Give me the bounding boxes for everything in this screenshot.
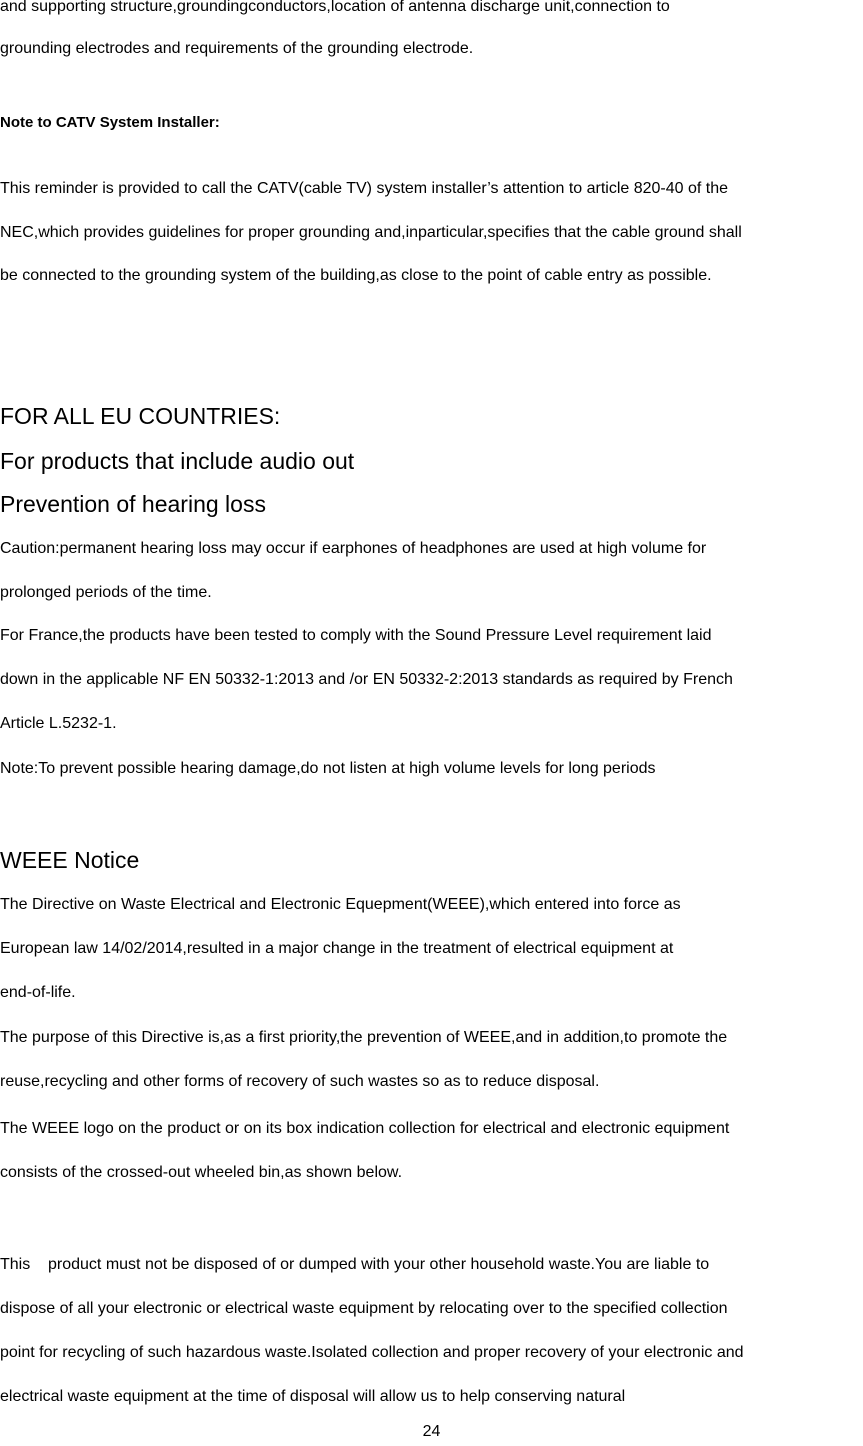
body-text-line: and supporting structure,groundingconductors,location of antenna discharge unit,connection to xyxy=(0,0,670,15)
body-text-line: down in the applicable NF EN 50332-1:2013 and /or EN 50332-2:2013 standards as required by French xyxy=(0,671,733,688)
eu-subheading: Prevention of hearing loss xyxy=(0,491,266,517)
body-text-line: The purpose of this Directive is,as a first priority,the prevention of WEEE,and in addition,to promote the xyxy=(0,1029,728,1046)
body-text-line: consists of the crossed-out wheeled bin,as shown below. xyxy=(0,1164,403,1181)
page-number: 24 xyxy=(422,1423,441,1440)
body-text-line: dispose of all your electronic or electrical waste equipment by relocating over to the specified collection xyxy=(0,1300,728,1317)
body-text-line: reuse,recycling and other forms of recovery of such wastes so as to reduce disposal. xyxy=(0,1073,600,1090)
eu-subheading: For products that include audio out xyxy=(0,448,355,474)
eu-heading: FOR ALL EU COUNTRIES: xyxy=(0,403,281,429)
body-text-line: point for recycling of such hazardous waste.Isolated collection and proper recovery of your electronic and xyxy=(0,1344,744,1361)
body-text-line: NEC,which provides guidelines for proper grounding and,inparticular,specifies that the cable ground shall xyxy=(0,224,742,241)
body-text-line: This product must not be disposed of or dumped with your other household waste.You are liable to xyxy=(0,1256,710,1273)
body-text-line: European law 14/02/2014,resulted in a major change in the treatment of electrical equipment at xyxy=(0,940,674,957)
body-text-line: The Directive on Waste Electrical and Electronic Equepment(WEEE),which entered into force as xyxy=(0,896,681,913)
body-text-line: end-of-life. xyxy=(0,984,76,1001)
body-text-line: prolonged periods of the time. xyxy=(0,584,212,601)
body-text-line: be connected to the grounding system of the building,as close to the point of cable entry as possible. xyxy=(0,267,712,284)
body-text-line: Note:To prevent possible hearing damage,do not listen at high volume levels for long periods xyxy=(0,760,656,777)
body-text-line: The WEEE logo on the product or on its box indication collection for electrical and electronic equipment xyxy=(0,1120,730,1137)
body-text-line: Article L.5232-1. xyxy=(0,715,117,732)
body-text-line: electrical waste equipment at the time of disposal will allow us to help conserving natural xyxy=(0,1388,626,1405)
body-text-line: grounding electrodes and requirements of the grounding electrode. xyxy=(0,40,474,57)
body-text-line: Caution:permanent hearing loss may occur if earphones of headphones are used at high volume for xyxy=(0,540,707,557)
body-text-line: This reminder is provided to call the CATV(cable TV) system installer’s attention to article 820-40 of the xyxy=(0,180,729,197)
body-text-line: For France,the products have been tested to comply with the Sound Pressure Level requirement laid xyxy=(0,627,712,644)
weee-heading: WEEE Notice xyxy=(0,847,140,873)
catv-heading: Note to CATV System Installer: xyxy=(0,114,220,131)
